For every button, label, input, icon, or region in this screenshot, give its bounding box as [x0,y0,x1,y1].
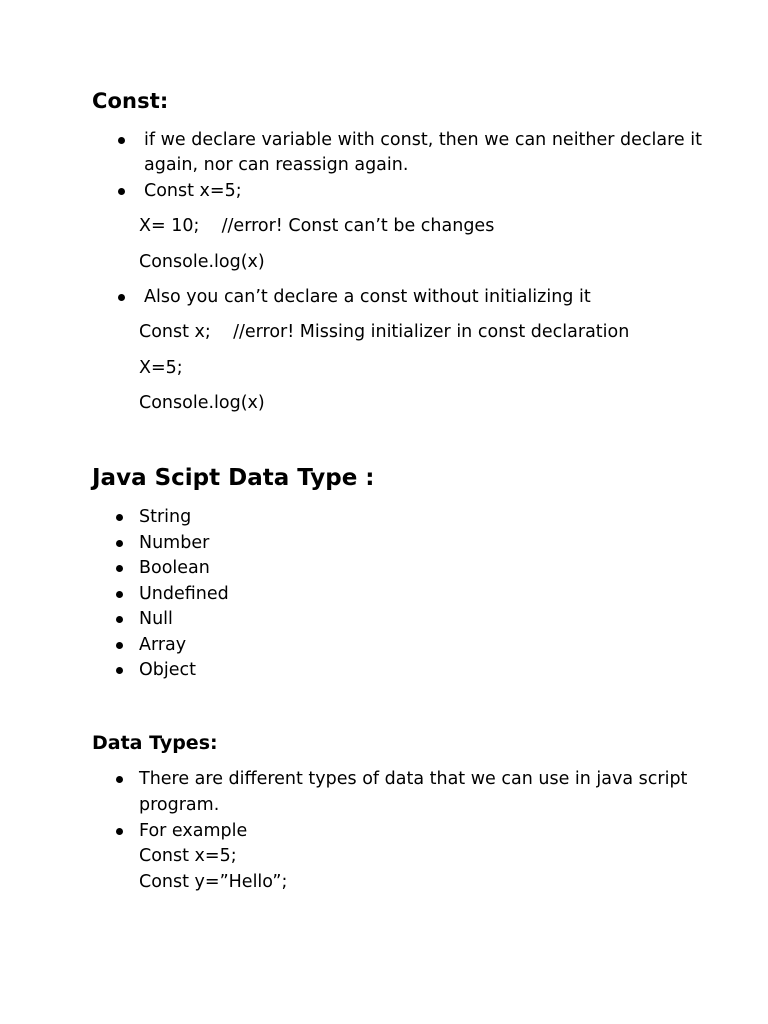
heading-js-data-type: Java Scipt Data Type : [92,465,375,491]
data-types-code1: Const x=5; [139,846,237,866]
bullet-icon [116,540,123,547]
bullet-icon [116,514,123,521]
bullet-icon [116,776,123,783]
list-item: Boolean [139,558,210,578]
list-item: String [139,507,192,527]
const-code1: X= 10; //error! Const can’t be changes [139,216,495,236]
list-item: Undefined [139,584,229,604]
const-code4: X=5; [139,358,183,378]
list-item: Array [139,635,187,655]
const-bullet1-line2: again, nor can reassign again. [144,155,409,175]
bullet-icon [116,828,123,835]
heading-const: Const: [92,89,169,113]
bullet-icon [118,188,125,195]
bullet-icon [118,137,125,144]
const-bullet3: Also you can’t declare a const without initializing it [144,287,591,307]
list-item: Object [139,660,196,680]
data-types-bullet2: For example [139,821,248,841]
heading-data-types: Data Types: [92,732,218,754]
bullet-icon [118,294,125,301]
bullet-icon [116,667,123,674]
data-types-bullet1-line1: There are different types of data that we can use in java script [139,769,688,789]
const-code2: Console.log(x) [139,252,265,272]
bullet-icon [116,642,123,649]
list-item: Number [139,533,210,553]
data-types-code2: Const y=”Hello”; [139,872,288,892]
bullet-icon [116,565,123,572]
const-code5: Console.log(x) [139,393,265,413]
const-bullet2: Const x=5; [144,181,242,201]
bullet-icon [116,591,123,598]
const-code3: Const x; //error! Missing initializer in const declaration [139,322,630,342]
const-bullet1-line1: if we declare variable with const, then we can neither declare it [144,130,702,150]
data-types-bullet1-line2: program. [139,795,220,815]
list-item: Null [139,609,173,629]
bullet-icon [116,616,123,623]
